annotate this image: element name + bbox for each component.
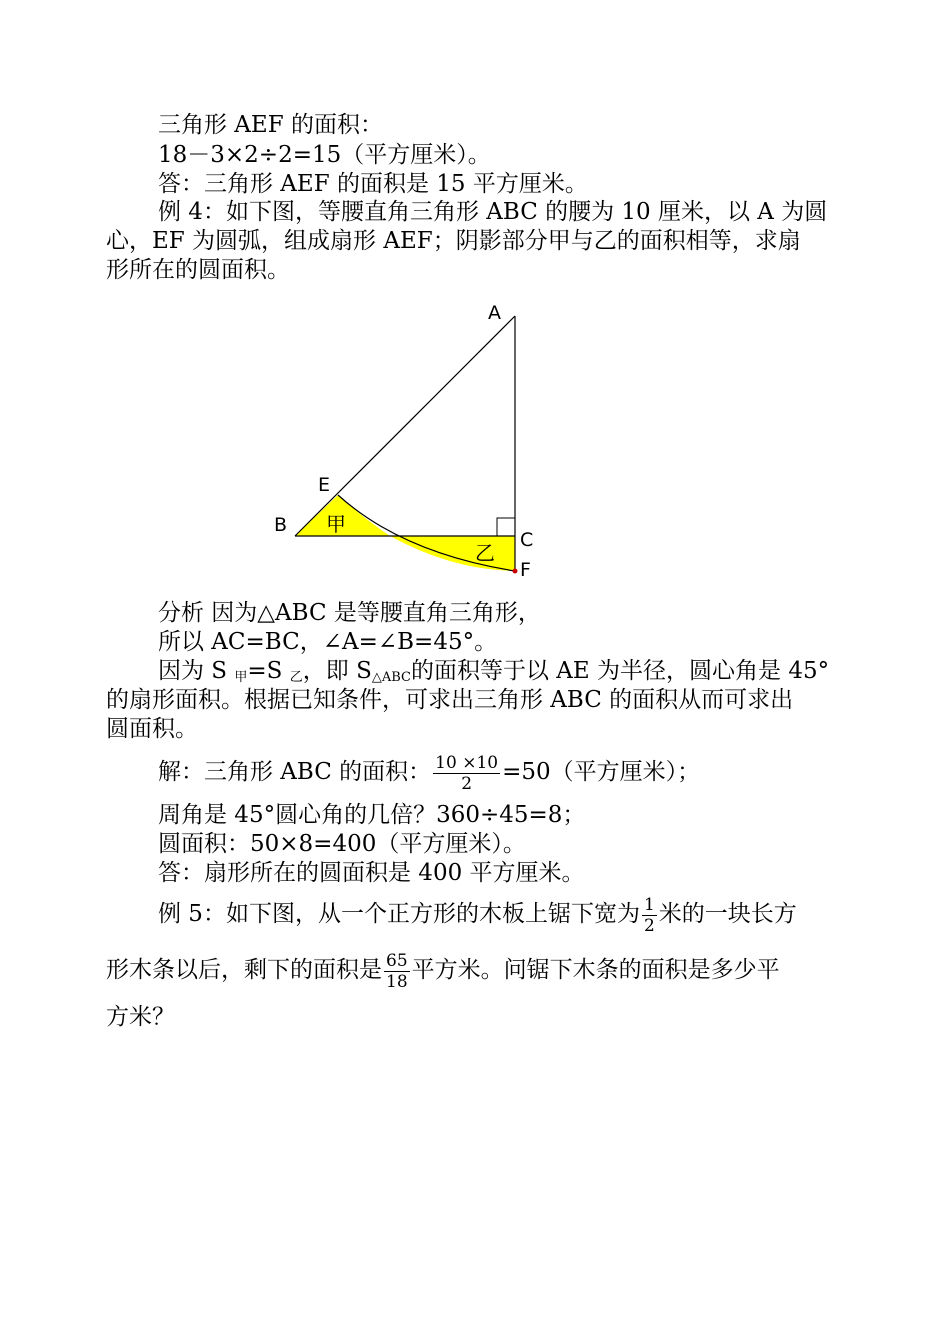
label-c: C xyxy=(520,529,534,551)
text-line-6: 形所在的圆面积。 xyxy=(106,257,290,283)
text-line-17 xyxy=(106,948,780,992)
l16-b: 米的一块长方 xyxy=(658,901,797,927)
text-line-16 xyxy=(158,892,797,936)
text-line-5: 心，EF 为圆弧，组成扇形 AEF；阴影部分甲与乙的面积相等，求扇 xyxy=(106,228,801,254)
label-yi: 乙 xyxy=(475,541,495,565)
frac-num: 10 ×10 xyxy=(435,752,499,773)
text-line-15: 答：扇形所在的圆面积是 400 平方厘米。 xyxy=(158,860,585,886)
frac-den: 18 xyxy=(386,971,408,992)
text-line-7: 分析 因为△ABC 是等腰直角三角形， xyxy=(158,600,541,626)
text-line-13: 周角是 45°圆心角的几倍？360÷45=8； xyxy=(158,802,586,828)
l12-b: =50（平方厘米）； xyxy=(502,759,701,785)
text-line-4: 例 4：如下图，等腰直角三角形 ABC 的腰为 10 厘米，以 A 为圆 xyxy=(158,199,828,225)
right-angle-mark xyxy=(497,518,515,536)
l17-b: 平方米。问锯下木条的面积是多少平 xyxy=(411,957,780,983)
label-jia: 甲 xyxy=(326,512,346,536)
text-line-12 xyxy=(158,750,700,794)
fraction-65-over-18 xyxy=(384,951,410,992)
l17-a: 形木条以后，剩下的面积是 xyxy=(106,957,382,983)
text-line-2: 18－3×2÷2=15（平方厘米）。 xyxy=(158,142,491,168)
text-line-8: 所以 AC=BC，∠A=∠B=45°。 xyxy=(158,629,498,655)
side-ab xyxy=(295,316,515,536)
text-line-3: 答：三角形 AEF 的面积是 15 平方厘米。 xyxy=(158,171,588,197)
fraction-one-half xyxy=(642,895,657,936)
l16-a: 例 5：如下图，从一个正方形的木板上锯下宽为 xyxy=(158,901,640,927)
l9-a: 因为 S xyxy=(158,658,235,684)
sub-abc: △ABC xyxy=(371,670,411,685)
label-b: B xyxy=(274,514,288,536)
frac-den: 2 xyxy=(643,915,655,936)
text-line-1: 三角形 AEF 的面积： xyxy=(158,112,383,138)
region-yi-shade xyxy=(390,536,515,571)
label-f: F xyxy=(520,559,531,581)
label-e: E xyxy=(318,474,331,496)
l12-a: 解：三角形 ABC 的面积： xyxy=(158,759,432,785)
text-line-10: 的扇形面积。根据已知条件，可求出三角形 ABC 的面积从而可求出 xyxy=(106,687,794,713)
frac-den: 2 xyxy=(461,773,473,794)
l9-c: ，即 S xyxy=(302,658,372,684)
l9-b: =S xyxy=(247,658,290,684)
sub-yi: 乙 xyxy=(289,670,303,685)
frac-num: 65 xyxy=(386,950,408,971)
text-line-18: 方米？ xyxy=(106,1004,175,1030)
point-f-dot xyxy=(513,569,518,574)
l9-d: 的面积等于以 AE 为半径，圆心角是 45° xyxy=(410,658,830,684)
label-a: A xyxy=(488,302,501,324)
triangle-figure xyxy=(262,295,552,585)
text-line-11: 圆面积。 xyxy=(106,716,198,742)
text-line-14: 圆面积：50×8=400（平方厘米）。 xyxy=(158,831,526,857)
sub-jia: 甲 xyxy=(234,670,248,685)
fraction-100-over-2 xyxy=(433,753,500,794)
frac-num: 1 xyxy=(643,894,655,915)
